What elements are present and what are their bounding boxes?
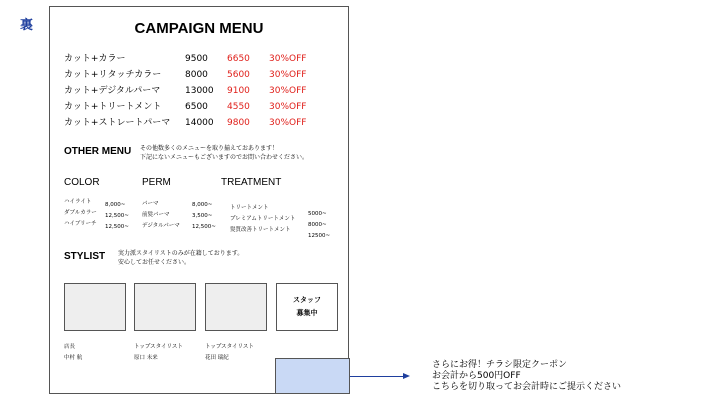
menu-name: カット+リタッチカラー <box>64 70 162 80</box>
menu-discount-price: 9800 <box>227 118 250 128</box>
list-item: デジタルパーマ <box>142 223 180 229</box>
list-price: 12500~ <box>308 233 331 239</box>
staff-name: 花田 瑞紀 <box>205 355 229 361</box>
menu-off-label: 30%OFF <box>269 86 307 96</box>
staff-info <box>64 342 82 364</box>
stylist-line: 実力派スタイリストのみが在籍しております。 <box>118 250 244 257</box>
side-label: 裏 <box>20 18 34 33</box>
menu-discount-price: 4550 <box>227 102 250 112</box>
list-price: 8,000~ <box>192 202 213 208</box>
campaign-row <box>64 53 344 65</box>
menu-price: 13000 <box>185 86 214 96</box>
campaign-row <box>64 117 344 129</box>
stylist-photo <box>205 283 267 331</box>
menu-off-label: 30%OFF <box>269 102 307 112</box>
list-price: 12,500~ <box>105 224 129 230</box>
campaign-row <box>64 101 344 113</box>
coupon-cutout <box>275 358 350 394</box>
list-price: 5000~ <box>308 211 327 217</box>
other-menu-line: その他数多くのメニューを取り揃えておあります！ <box>140 145 279 152</box>
treatment-prices <box>308 209 330 242</box>
treatment-items <box>230 203 295 236</box>
color-heading: COLOR <box>64 177 100 188</box>
arrow-right-icon <box>403 373 410 379</box>
list-price: 8,000~ <box>105 202 126 208</box>
list-item: 前髪パーマ <box>142 212 170 218</box>
recruit-box: スタッフ 募集中 <box>276 283 338 331</box>
other-menu-heading: OTHER MENU <box>64 146 132 157</box>
staff-role: 店長 <box>64 344 76 350</box>
menu-name: カット+カラー <box>64 54 126 64</box>
campaign-row <box>64 69 344 81</box>
menu-price: 8000 <box>185 70 208 80</box>
menu-off-label: 30%OFF <box>269 118 307 128</box>
staff-info <box>134 342 183 364</box>
staff-role: トップスタイリスト <box>205 344 254 350</box>
stylist-line: 安心してお任せください。 <box>118 259 191 266</box>
list-price: 12,500~ <box>192 224 216 230</box>
list-price: 8000~ <box>308 222 327 228</box>
menu-discount-price: 5600 <box>227 70 250 80</box>
staff-role: トップスタイリスト <box>134 344 183 350</box>
menu-off-label: 30%OFF <box>269 70 307 80</box>
menu-name: カット+デジタルパーマ <box>64 86 161 96</box>
staff-info <box>205 342 254 364</box>
list-item: プレミアムトリートメント <box>230 216 296 222</box>
coupon-note <box>432 360 642 393</box>
perm-prices <box>192 200 216 233</box>
color-prices <box>105 200 129 233</box>
menu-price: 14000 <box>185 118 214 128</box>
treatment-heading: TREATMENT <box>221 177 282 188</box>
menu-discount-price: 6650 <box>227 54 250 64</box>
flyer-title: CAMPAIGN MENU <box>134 20 264 37</box>
stylist-heading: STYLIST <box>64 251 106 262</box>
campaign-row <box>64 85 344 97</box>
stylist-photo <box>64 283 126 331</box>
menu-name: カット+トリートメント <box>64 102 162 112</box>
staff-name: 中村 航 <box>64 355 83 361</box>
menu-price: 6500 <box>185 102 208 112</box>
list-item: 髪質改善トリートメント <box>230 227 291 233</box>
stylist-photo <box>134 283 196 331</box>
color-items <box>64 197 97 230</box>
list-price: 3,500~ <box>192 213 213 219</box>
list-item: ダブルカラー <box>64 210 97 216</box>
list-price: 12,500~ <box>105 213 129 219</box>
coupon-note-line: さらにお得！チラシ限定クーポン <box>432 360 568 370</box>
coupon-note-line: お会計から500円OFF <box>432 371 521 381</box>
coupon-note-line: こちらを切り取ってお会計時にご提示ください <box>432 382 622 392</box>
menu-name: カット+ストレートパーマ <box>64 118 171 128</box>
menu-price: 9500 <box>185 54 208 64</box>
perm-items <box>142 199 180 232</box>
other-menu-line: 下記にないメニューもございますのでお問い合わせください。 <box>140 154 309 161</box>
flyer-back <box>49 6 349 394</box>
list-item: パーマ <box>142 201 159 207</box>
menu-off-label: 30%OFF <box>269 54 307 64</box>
arrow-line <box>350 376 404 377</box>
list-item: ハイブリーチ <box>64 221 97 227</box>
list-item: ハイライト <box>64 199 92 205</box>
staff-name: 原口 未来 <box>134 355 158 361</box>
menu-discount-price: 9100 <box>227 86 250 96</box>
list-item: トリートメント <box>230 205 269 211</box>
perm-heading: PERM <box>142 177 171 188</box>
